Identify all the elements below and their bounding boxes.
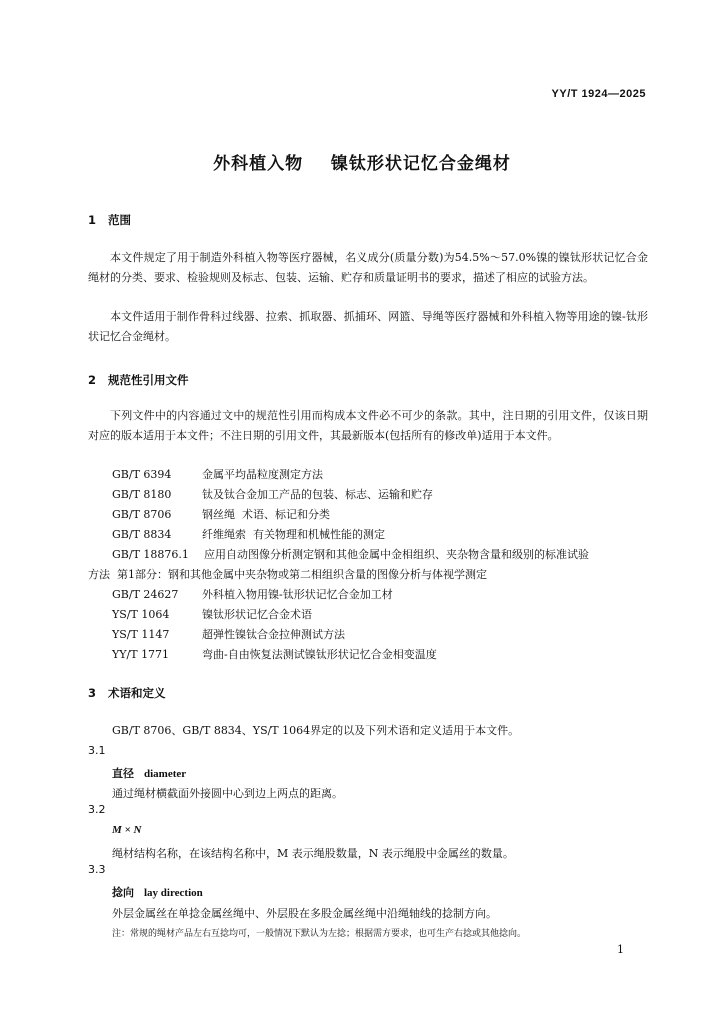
section-title: 范围 <box>108 213 131 227</box>
reference-item <box>112 546 589 562</box>
term-number: 3.2 <box>88 803 106 816</box>
reference-item <box>112 486 433 502</box>
term-number: 3.3 <box>88 863 106 876</box>
reference-code: YS/T 1064 <box>112 608 170 621</box>
term-zh: 直径 <box>112 767 134 780</box>
reference-item <box>112 506 330 522</box>
term-heading <box>112 884 203 900</box>
term-zh: 捻向 <box>112 886 134 899</box>
reference-title: 钢丝绳 术语、标记和分类 <box>202 508 330 521</box>
reference-title: 应用自动图像分析测定钢和其他金属中金相组织、夹杂物含量和级别的标准试验 <box>204 548 589 561</box>
reference-title: 金属平均晶粒度测定方法 <box>202 468 323 481</box>
section-2-heading <box>88 372 189 388</box>
reference-item <box>112 466 323 482</box>
reference-code: GB/T 8706 <box>112 508 172 521</box>
term-definition: 通过绳材横截面外接圆中心到边上两点的距离。 <box>112 787 343 800</box>
reference-title: 弯曲-自由恢复法测试镍钛形状记忆合金相变温度 <box>202 648 437 661</box>
section-number: 3 <box>88 686 97 700</box>
term-number: 3.1 <box>88 744 106 757</box>
reference-code: YY/T 1771 <box>112 648 170 661</box>
reference-item <box>112 586 393 602</box>
section-3-heading <box>88 685 166 701</box>
references-intro: 下列文件中的内容通过文中的规范性引用而构成本文件必不可少的条款。其中，注日期的引用文件，仅该日期对应的版本适用于本文件；不注日期的引用文件，其最新版本(包括所有的修改单)适用于本文件。 <box>88 409 648 442</box>
section-title: 规范性引用文件 <box>108 373 189 387</box>
reference-continuation: 方法 第1部分：钢和其他金属中夹杂物或第二相组织含量的图像分析与体视学测定 <box>88 568 487 581</box>
term-en: lay direction <box>144 887 203 899</box>
page-number: 1 <box>617 943 624 956</box>
reference-title: 钛及钛合金加工产品的包装、标志、运输和贮存 <box>202 488 433 501</box>
term-heading <box>112 824 142 836</box>
term-heading <box>112 765 186 781</box>
term-zh: M × N <box>112 824 142 836</box>
reference-code: GB/T 18876.1 <box>112 548 189 561</box>
section-1-heading <box>88 212 131 228</box>
reference-item <box>112 526 385 542</box>
reference-code: GB/T 8834 <box>112 528 172 541</box>
term-note: 注：常规的绳材产品左右互捻均可，一般情况下默认为左捻；根据需方要求，也可生产右捻或其他捻向。 <box>112 929 527 939</box>
section-title: 术语和定义 <box>108 686 166 700</box>
term-en: diameter <box>144 768 187 780</box>
reference-code: YS/T 1147 <box>112 628 170 641</box>
reference-title: 超弹性镍钛合金拉伸测试方法 <box>202 628 345 641</box>
section-number: 1 <box>88 213 97 227</box>
reference-item <box>112 626 345 642</box>
scope-paragraph-1: 本文件规定了用于制造外科植入物等医疗器械，名义成分(质量分数)为54.5%～57.0%镍的镍钛形状记忆合金绳材的分类、要求、检验规则及标志、包装、运输、贮存和质量证明书的要求，描述了相应的试验方法。 <box>88 251 648 284</box>
reference-title: 镍钛形状记忆合金术语 <box>202 608 312 621</box>
reference-code: GB/T 6394 <box>112 468 172 481</box>
reference-item <box>112 646 437 662</box>
reference-item <box>112 606 312 622</box>
reference-code: GB/T 8180 <box>112 488 172 501</box>
term-definition: 外层金属丝在单捻金属丝绳中、外层股在多股金属丝绳中沿绳轴线的捻制方向。 <box>112 907 497 920</box>
reference-title: 外科植入物用镍-钛形状记忆合金加工材 <box>202 588 393 601</box>
standard-number: YY/T 1924—2025 <box>551 88 646 100</box>
reference-code: GB/T 24627 <box>112 588 179 601</box>
document-title: 外科植入物 镍钛形状记忆合金绳材 <box>213 154 511 174</box>
section-number: 2 <box>88 373 97 387</box>
term-definition: 绳材结构名称，在该结构名称中，M 表示绳股数量，N 表示绳股中金属丝的数量。 <box>112 847 514 860</box>
scope-paragraph-2: 本文件适用于制作骨科过线器、拉索、抓取器、抓捕环、网篮、导绳等医疗器械和外科植入物等用途的镍-钛形状记忆合金绳材。 <box>88 310 648 343</box>
terms-intro: GB/T 8706、GB/T 8834、YS/T 1064界定的以及下列术语和定义适用于本文件。 <box>112 724 520 737</box>
reference-title: 纤维绳索 有关物理和机械性能的测定 <box>202 528 385 541</box>
